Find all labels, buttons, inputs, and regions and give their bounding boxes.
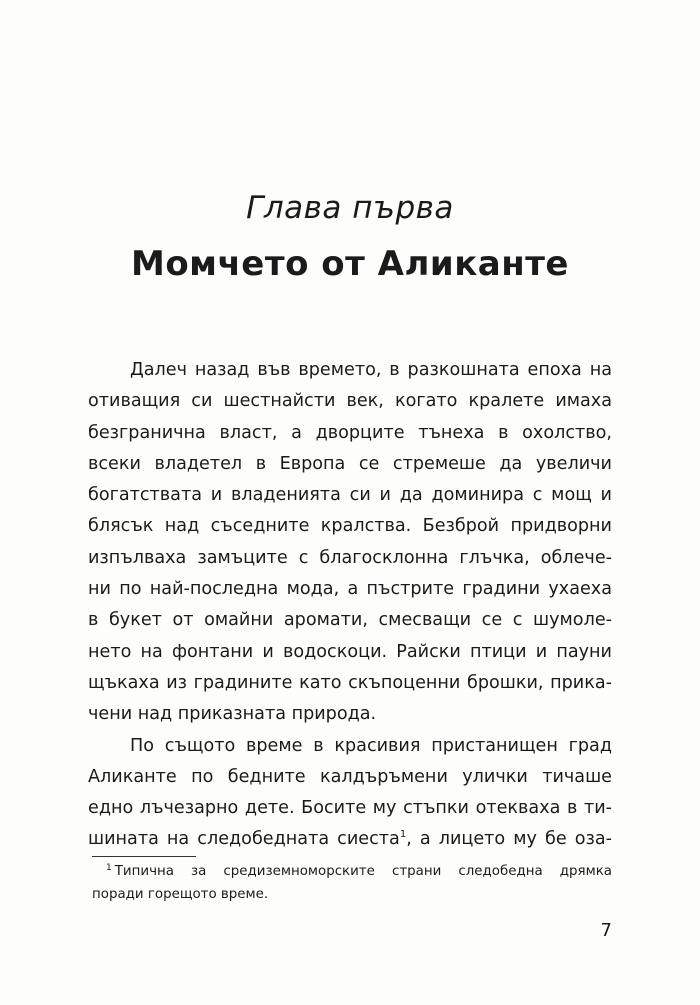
text-line: едно лъчезарно дете. Босите му стъпки отекваха в ти- [88, 798, 612, 819]
text-line: чени над приказната природа. [88, 704, 377, 725]
text-line: безгранична власт, а дворците тънеха в охолство, [88, 422, 612, 443]
text-line: шината на следобедната сиеста$^1$, а лицето му бе оза- [88, 829, 613, 850]
text-line: По същото време в красивия пристанищен град [130, 735, 612, 756]
footnote-divider [92, 856, 196, 857]
footnote-line: $^1$ Типична за средиземноморските страни следобедна дрямка [106, 862, 612, 879]
text-line: ни по най-последна мода, а пъстрите градини ухаеха [88, 579, 612, 600]
text-line: в букет от омайни аромати, смесващи се с шумоле- [88, 610, 612, 631]
text-line: щъкаха из градините като скъпоценни брошки, прика- [88, 672, 612, 693]
text-line: всеки владетел в Европа се стремеше да увеличи [88, 453, 612, 474]
text-line: блясък над съседните кралства. Безброй придворни [88, 516, 612, 537]
footnote-marker: 1 [106, 862, 112, 873]
text-line: нето на фонтани и водоскоци. Райски птици и пауни [88, 641, 612, 662]
footnote [92, 860, 612, 906]
text-line: Аликанте по бедните калдъръмени улички тичаше [88, 766, 612, 787]
footnote-reference[interactable]: 1 [399, 829, 407, 841]
page-number: 7 [600, 920, 612, 941]
body-text [88, 355, 612, 856]
chapter-label: Глава първа [246, 190, 454, 226]
text-line: Далеч назад във времето, в разкошната епоха на [130, 360, 612, 380]
text-line: изпълваха замъците с благосклонна глъчка, облече- [88, 547, 612, 568]
chapter-title: Момчето от Аликанте [130, 244, 569, 284]
text-line: богатствата и владенията си и да доминира с мощ и [88, 485, 612, 506]
text-line: отиващия си шестнайсти век, когато кралете имаха [88, 391, 612, 412]
footnote-line: поради горещото време. [92, 887, 269, 902]
